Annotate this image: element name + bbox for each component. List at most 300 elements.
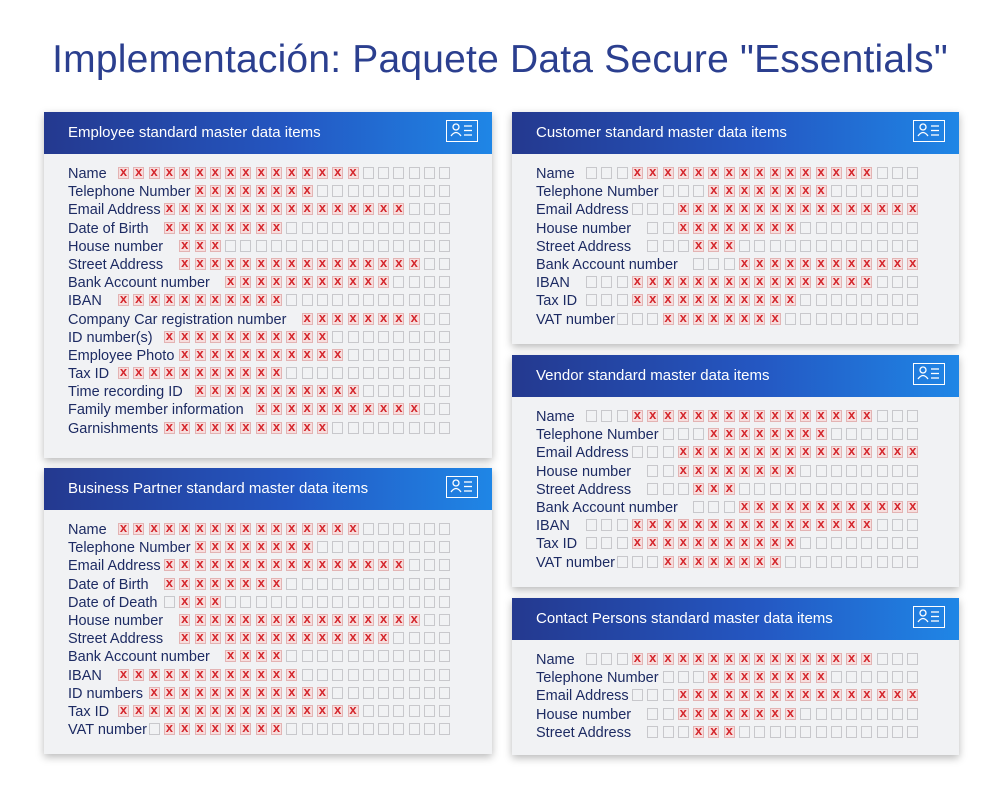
data-item-row [68, 383, 468, 401]
mark-cell [317, 687, 328, 699]
empty-cell [393, 422, 404, 434]
empty-cell [663, 203, 674, 215]
empty-cell [877, 556, 888, 568]
mark-cell [210, 541, 221, 553]
mark-cell [348, 559, 359, 571]
mark-cell [271, 669, 282, 681]
data-item-label: Street Address [536, 481, 632, 498]
mark-cell [892, 203, 903, 215]
mark-cell [378, 313, 389, 325]
mark-cell [302, 313, 313, 325]
mark-cell [831, 203, 842, 215]
empty-cell [892, 671, 903, 683]
mark-cell [739, 203, 750, 215]
empty-cell [363, 541, 374, 553]
mark-cell [195, 723, 206, 735]
data-item-label: Email Address [68, 202, 161, 219]
empty-cell [907, 167, 918, 179]
mark-cell [118, 167, 129, 179]
mark-cell [210, 294, 221, 306]
empty-cell [861, 671, 872, 683]
data-item-row [68, 329, 468, 347]
data-item-label: Telephone Number [68, 540, 191, 557]
mark-cell [724, 446, 735, 458]
mark-cell [240, 632, 251, 644]
mark-cell [210, 367, 221, 379]
data-item-row [536, 687, 935, 705]
empty-cell [708, 258, 719, 270]
empty-cell [378, 331, 389, 343]
mark-cell [195, 203, 206, 215]
empty-cell [363, 650, 374, 662]
empty-cell [286, 578, 297, 590]
empty-cell [409, 203, 420, 215]
mark-cell [256, 185, 267, 197]
empty-cell [439, 367, 450, 379]
mark-cell [754, 671, 765, 683]
mark-cell [785, 185, 796, 197]
empty-cell [378, 222, 389, 234]
mark-cell [179, 723, 190, 735]
empty-cell [770, 240, 781, 252]
empty-cell [877, 483, 888, 495]
empty-cell [647, 222, 658, 234]
mark-cell [225, 559, 236, 571]
empty-cell [663, 726, 674, 738]
mark-cell [164, 687, 175, 699]
mark-cell [164, 523, 175, 535]
mark-cell [678, 294, 689, 306]
mark-cell [693, 556, 704, 568]
empty-cell [302, 669, 313, 681]
mark-cell [846, 258, 857, 270]
mark-cell [179, 669, 190, 681]
mark-cell [846, 501, 857, 513]
mark-cell [754, 653, 765, 665]
mark-cell [378, 276, 389, 288]
mark-cell [785, 501, 796, 513]
mark-cell [256, 258, 267, 270]
empty-cell [256, 596, 267, 608]
empty-cell [693, 258, 704, 270]
panel-contact-persons [512, 598, 959, 755]
mark-cell [409, 313, 420, 325]
mark-cell [770, 222, 781, 234]
empty-cell [907, 276, 918, 288]
empty-cell [617, 653, 628, 665]
mark-cell [739, 689, 750, 701]
mark-cell [256, 632, 267, 644]
mark-cell [302, 349, 313, 361]
empty-cell [409, 276, 420, 288]
data-item-row [68, 256, 468, 274]
empty-cell [892, 313, 903, 325]
contact-card-icon [446, 476, 478, 498]
empty-cell [907, 671, 918, 683]
empty-cell [877, 313, 888, 325]
empty-cell [907, 313, 918, 325]
data-item-label: Time recording ID [68, 384, 183, 401]
empty-cell [617, 519, 628, 531]
data-item-row [536, 238, 935, 256]
empty-cell [816, 556, 827, 568]
data-item-row [68, 238, 468, 256]
data-items-list [536, 651, 935, 742]
empty-cell [907, 483, 918, 495]
empty-cell [439, 559, 450, 571]
empty-cell [317, 294, 328, 306]
mark-cell [816, 689, 827, 701]
mark-cell [164, 294, 175, 306]
mark-cell [724, 313, 735, 325]
mark-cell [240, 167, 251, 179]
mark-cell [877, 501, 888, 513]
mark-cell [348, 385, 359, 397]
mark-cell [708, 519, 719, 531]
mark-cell [240, 578, 251, 590]
empty-cell [724, 258, 735, 270]
mark-cell [286, 541, 297, 553]
mark-cell [179, 294, 190, 306]
empty-cell [663, 708, 674, 720]
mark-cell [317, 258, 328, 270]
mark-cell [195, 294, 206, 306]
mark-cell [271, 705, 282, 717]
data-item-row [536, 724, 935, 742]
empty-cell [861, 313, 872, 325]
mark-cell [256, 705, 267, 717]
mark-cell [271, 632, 282, 644]
mark-cell [210, 596, 221, 608]
empty-cell [861, 483, 872, 495]
mark-cell [678, 222, 689, 234]
mark-cell [693, 726, 704, 738]
mark-cell [693, 537, 704, 549]
mark-cell [708, 313, 719, 325]
mark-cell [708, 222, 719, 234]
empty-cell [647, 556, 658, 568]
empty-cell [348, 723, 359, 735]
mark-cell [195, 367, 206, 379]
mark-cell [693, 465, 704, 477]
empty-cell [632, 313, 643, 325]
panel-employee [44, 112, 492, 458]
mark-cell [770, 671, 781, 683]
mark-cell [210, 222, 221, 234]
empty-cell [409, 578, 420, 590]
empty-cell [754, 240, 765, 252]
empty-cell [601, 276, 612, 288]
empty-cell [586, 653, 597, 665]
empty-cell [800, 483, 811, 495]
mark-cell [754, 428, 765, 440]
empty-cell [286, 723, 297, 735]
empty-cell [785, 240, 796, 252]
data-item-label: Street Address [68, 631, 164, 648]
mark-cell [393, 559, 404, 571]
empty-cell [846, 428, 857, 440]
mark-cell [225, 669, 236, 681]
data-item-label: Telephone Number [68, 184, 191, 201]
empty-cell [409, 705, 420, 717]
empty-cell [907, 708, 918, 720]
mark-cell [256, 422, 267, 434]
mark-cell [286, 185, 297, 197]
mark-cell [770, 294, 781, 306]
mark-cell [240, 222, 251, 234]
empty-cell [586, 276, 597, 288]
mark-cell [195, 687, 206, 699]
empty-cell [877, 465, 888, 477]
data-item-row [68, 201, 468, 219]
mark-cell [724, 428, 735, 440]
empty-cell [861, 222, 872, 234]
empty-cell [846, 708, 857, 720]
data-item-label: House number [536, 706, 632, 723]
data-item-row [536, 256, 935, 274]
mark-cell [770, 556, 781, 568]
empty-cell [816, 240, 827, 252]
mark-cell [785, 428, 796, 440]
empty-cell [439, 596, 450, 608]
empty-cell [647, 240, 658, 252]
mark-cell [754, 167, 765, 179]
data-item-label: Name [536, 652, 575, 668]
mark-cell [816, 167, 827, 179]
mark-cell [118, 669, 129, 681]
empty-cell [785, 556, 796, 568]
data-item-row [536, 165, 935, 183]
mark-cell [770, 501, 781, 513]
empty-cell [363, 331, 374, 343]
empty-cell [393, 385, 404, 397]
data-item-label: Email Address [536, 688, 629, 705]
mark-cell [195, 669, 206, 681]
empty-cell [601, 167, 612, 179]
mark-cell [754, 258, 765, 270]
empty-cell [831, 537, 842, 549]
mark-cell [678, 465, 689, 477]
panel-header [512, 112, 959, 154]
empty-cell [831, 428, 842, 440]
empty-cell [378, 523, 389, 535]
mark-cell [678, 410, 689, 422]
empty-cell [724, 501, 735, 513]
mark-cell [739, 410, 750, 422]
mark-cell [332, 385, 343, 397]
empty-cell [424, 349, 435, 361]
empty-cell [286, 240, 297, 252]
data-item-label: Tax ID [68, 703, 110, 720]
mark-cell [149, 294, 160, 306]
mark-cell [256, 403, 267, 415]
data-item-row [68, 721, 468, 739]
mark-cell [271, 650, 282, 662]
mark-cell [831, 410, 842, 422]
data-item-label: Name [68, 166, 107, 182]
mark-cell [693, 276, 704, 288]
empty-cell [663, 483, 674, 495]
empty-cell [317, 578, 328, 590]
empty-cell [877, 428, 888, 440]
mark-cell [271, 331, 282, 343]
mark-cell [225, 650, 236, 662]
mark-cell [363, 403, 374, 415]
empty-cell [846, 556, 857, 568]
mark-cell [647, 276, 658, 288]
mark-cell [708, 689, 719, 701]
data-item-row [68, 292, 468, 310]
empty-cell [378, 687, 389, 699]
empty-cell [439, 294, 450, 306]
mark-cell [348, 313, 359, 325]
mark-cell [164, 705, 175, 717]
empty-cell [378, 578, 389, 590]
mark-cell [210, 669, 221, 681]
data-item-row [68, 521, 468, 539]
mark-cell [647, 653, 658, 665]
panel-header [512, 598, 959, 640]
mark-cell [179, 331, 190, 343]
mark-cell [164, 559, 175, 571]
mark-cell [663, 537, 674, 549]
mark-cell [271, 541, 282, 553]
data-item-label: Email Address [536, 445, 629, 462]
mark-cell [271, 559, 282, 571]
mark-cell [195, 632, 206, 644]
mark-cell [724, 556, 735, 568]
mark-cell [118, 367, 129, 379]
empty-cell [424, 541, 435, 553]
mark-cell [877, 203, 888, 215]
mark-cell [663, 313, 674, 325]
empty-cell [332, 578, 343, 590]
data-item-label: IBAN [68, 293, 102, 310]
empty-cell [892, 556, 903, 568]
empty-cell [892, 465, 903, 477]
mark-cell [892, 258, 903, 270]
empty-cell [393, 669, 404, 681]
mark-cell [816, 276, 827, 288]
mark-cell [816, 428, 827, 440]
mark-cell [225, 723, 236, 735]
mark-cell [271, 367, 282, 379]
mark-cell [317, 559, 328, 571]
data-item-row [536, 311, 935, 329]
empty-cell [800, 313, 811, 325]
empty-cell [424, 403, 435, 415]
mark-cell [286, 632, 297, 644]
mark-cell [724, 276, 735, 288]
empty-cell [332, 367, 343, 379]
empty-cell [424, 222, 435, 234]
empty-cell [439, 523, 450, 535]
mark-cell [708, 726, 719, 738]
empty-cell [892, 240, 903, 252]
empty-cell [892, 185, 903, 197]
empty-cell [286, 222, 297, 234]
mark-cell [678, 167, 689, 179]
panel-title: Customer standard master data items [536, 124, 787, 141]
empty-cell [739, 726, 750, 738]
empty-cell [617, 294, 628, 306]
empty-cell [601, 410, 612, 422]
mark-cell [286, 258, 297, 270]
mark-cell [831, 446, 842, 458]
mark-cell [240, 422, 251, 434]
empty-cell [409, 385, 420, 397]
empty-cell [907, 465, 918, 477]
mark-cell [754, 465, 765, 477]
empty-cell [907, 410, 918, 422]
mark-cell [800, 446, 811, 458]
empty-cell [601, 653, 612, 665]
data-item-label: ID numbers [68, 685, 143, 702]
mark-cell [739, 185, 750, 197]
empty-cell [363, 185, 374, 197]
mark-cell [302, 705, 313, 717]
data-item-label: Company Car registration number [68, 311, 287, 328]
mark-cell [225, 367, 236, 379]
mark-cell [302, 385, 313, 397]
data-item-label: Bank Account number [536, 499, 678, 516]
mark-cell [256, 541, 267, 553]
empty-cell [363, 669, 374, 681]
mark-cell [179, 422, 190, 434]
empty-cell [663, 240, 674, 252]
mark-cell [317, 403, 328, 415]
mark-cell [754, 222, 765, 234]
mark-cell [256, 222, 267, 234]
empty-cell [409, 596, 420, 608]
mark-cell [678, 446, 689, 458]
mark-cell [724, 708, 735, 720]
mark-cell [846, 653, 857, 665]
data-item-row [536, 535, 935, 553]
empty-cell [439, 632, 450, 644]
mark-cell [317, 276, 328, 288]
mark-cell [785, 276, 796, 288]
data-item-label: Street Address [536, 724, 632, 741]
mark-cell [739, 519, 750, 531]
empty-cell [800, 726, 811, 738]
mark-cell [240, 185, 251, 197]
mark-cell [785, 653, 796, 665]
empty-cell [663, 689, 674, 701]
data-item-row [68, 220, 468, 238]
mark-cell [225, 258, 236, 270]
empty-cell [439, 403, 450, 415]
mark-cell [739, 501, 750, 513]
empty-cell [877, 519, 888, 531]
data-item-row [536, 463, 935, 481]
empty-cell [393, 240, 404, 252]
empty-cell [617, 167, 628, 179]
mark-cell [302, 632, 313, 644]
mark-cell [195, 185, 206, 197]
mark-cell [164, 222, 175, 234]
mark-cell [225, 294, 236, 306]
mark-cell [754, 689, 765, 701]
empty-cell [348, 669, 359, 681]
mark-cell [846, 410, 857, 422]
mark-cell [831, 276, 842, 288]
empty-cell [240, 240, 251, 252]
mark-cell [739, 167, 750, 179]
empty-cell [907, 240, 918, 252]
mark-cell [240, 385, 251, 397]
mark-cell [332, 313, 343, 325]
